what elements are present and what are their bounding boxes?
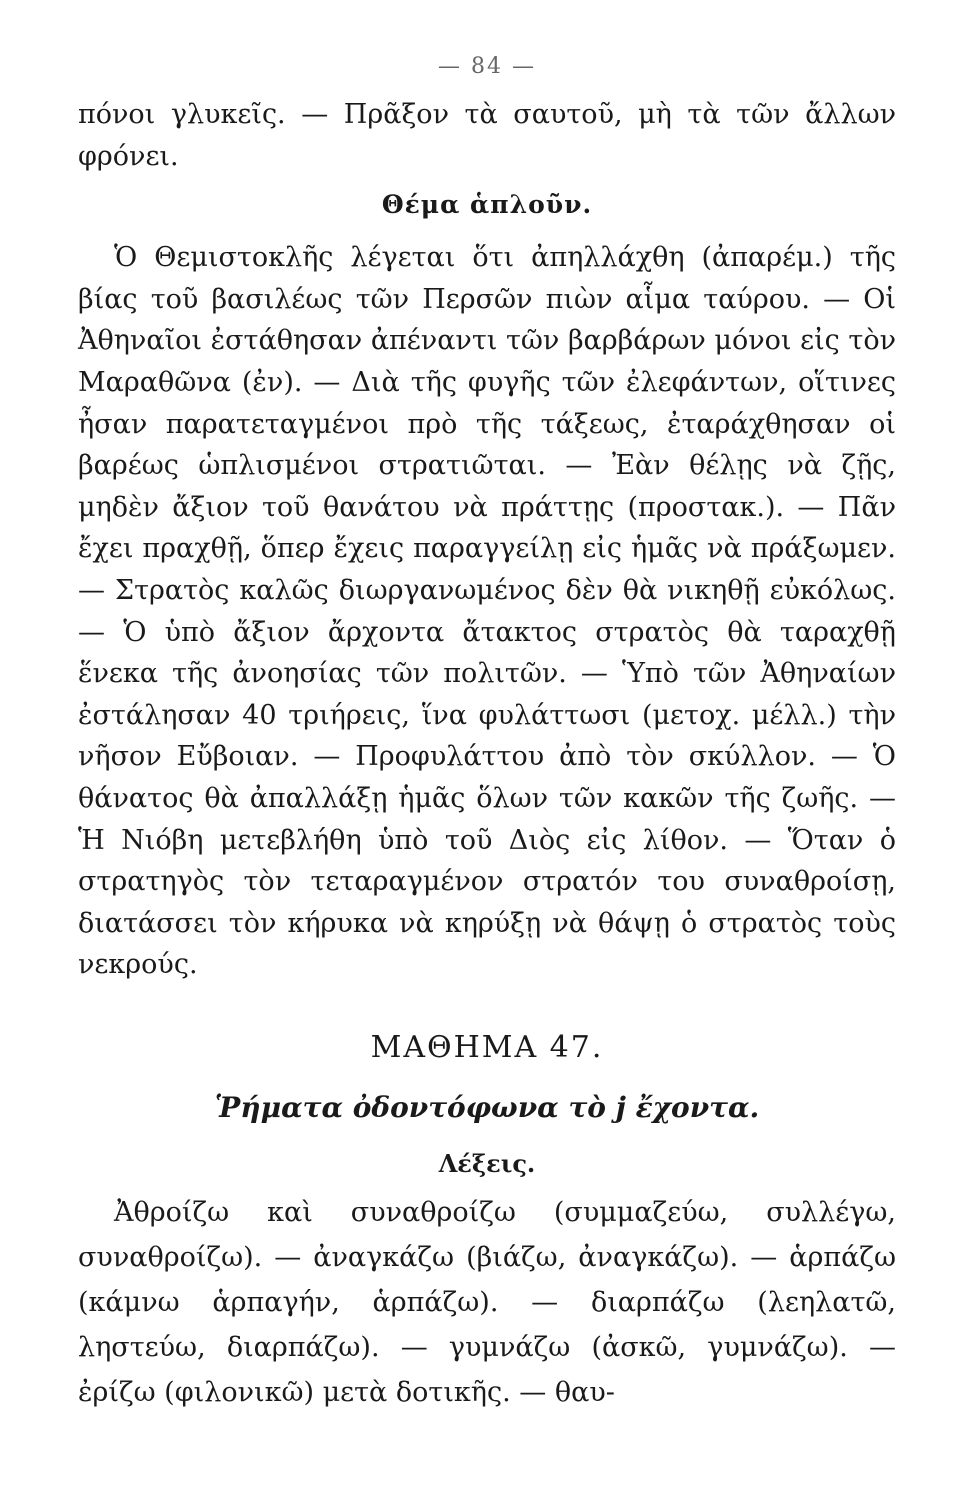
words-heading: Λέξεις. bbox=[438, 1148, 536, 1178]
theme-heading: Θέμα ἁπλοῦν. bbox=[381, 190, 593, 220]
opening-text bbox=[78, 94, 896, 177]
opening-paragraph: πόνοι γλυκεῖς. — Πρᾶξον τὰ σαυτοῦ, μὴ τὰ τῶν ἄλλων φρόνει. bbox=[78, 99, 896, 172]
vocabulary-section bbox=[78, 1190, 896, 1415]
theme-paragraph: Ὁ Θεμιστοκλῆς λέγεται ὅτι ἀπηλλάχθη (ἀπαρέμ.) τῆς βίας τοῦ βασιλέως τῶν Περσῶν πιὼν αἷμα ταύρου. — Οἱ Ἀθηναῖοι ἐστάθησαν ἀπέναντι τῶν βαρβάρων μόνοι εἰς τὸν Μαραθῶνα (ἐν). — Διὰ τῆς φυγῆς τῶν ἐλεφάντων, οἵτινες ἦσαν παρατεταγμένοι πρὸ τῆς τάξεως, ἐταράχθησαν οἱ βαρέως ὡπλισμένοι στρατιῶται. — Ἐὰν θέλῃς νὰ ζῇς, μηδὲν ἄξιον τοῦ θανάτου νὰ πράττῃς (προστακ.). — Πᾶν ἔχει πραχθῇ, ὅπερ ἔχεις παραγγείλῃ εἰς ἡμᾶς νὰ πράξωμεν. — Στρατὸς καλῶς διωργανωμένος δὲν θὰ νικηθῇ εὐκόλως. — Ὁ ὑπὸ ἄξιον ἄρχοντα ἄτακτος στρατὸς θὰ ταραχθῇ ἕνεκα τῆς ἀνοησίας τῶν πολιτῶν. — Ὑπὸ τῶν Ἀθηναίων ἐστάλησαν 40 τριήρεις, ἵνα φυλάττωσι (μετοχ. μέλλ.) τὴν νῆσον Εὔβοιαν. — Προφυλάττου ἀπὸ τὸν σκύλλον. — Ὁ θάνατος θὰ ἀπαλλάξῃ ἡμᾶς ὅλων τῶν κακῶν τῆς ζωῆς. — Ἡ Νιόβη μετεβλήθη ὑπὸ τοῦ Διὸς εἰς λίθον. — Ὅταν ὁ στρατηγὸς τὸν τεταραγμένον στρατόν του συναθροίσῃ, διατάσσει τὸν κήρυκα νὰ κηρύξῃ νὰ θάψῃ ὁ στρατὸς τοὺς νεκρούς. bbox=[78, 242, 896, 981]
book-page bbox=[78, 40, 896, 1415]
lesson-title: ΜΑΘΗΜΑ 47. bbox=[370, 1029, 604, 1065]
page-number: — 84 — bbox=[438, 54, 536, 79]
theme-section bbox=[78, 237, 896, 986]
lesson-subtitle: Ῥήματα ὀδοντόφωνα τὸ j ἔχοντα. bbox=[214, 1090, 760, 1124]
vocabulary-paragraph: Ἀθροίζω καὶ συναθροίζω (συμμαζεύω, συλλέγω, συναθροίζω). — ἀναγκάζω (βιάζω, ἀναγκάζω). — ἁρπάζω (κάμνω ἁρπαγήν, ἁρπάζω). — διαρπάζω (λεηλατῶ, ληστεύω, διαρπάζω). — γυμνάζω (ἀσκῶ, γυμνάζω). — ἐρίζω (φιλονικῶ) μετὰ δοτικῆς. — θαυ- bbox=[78, 1196, 896, 1408]
